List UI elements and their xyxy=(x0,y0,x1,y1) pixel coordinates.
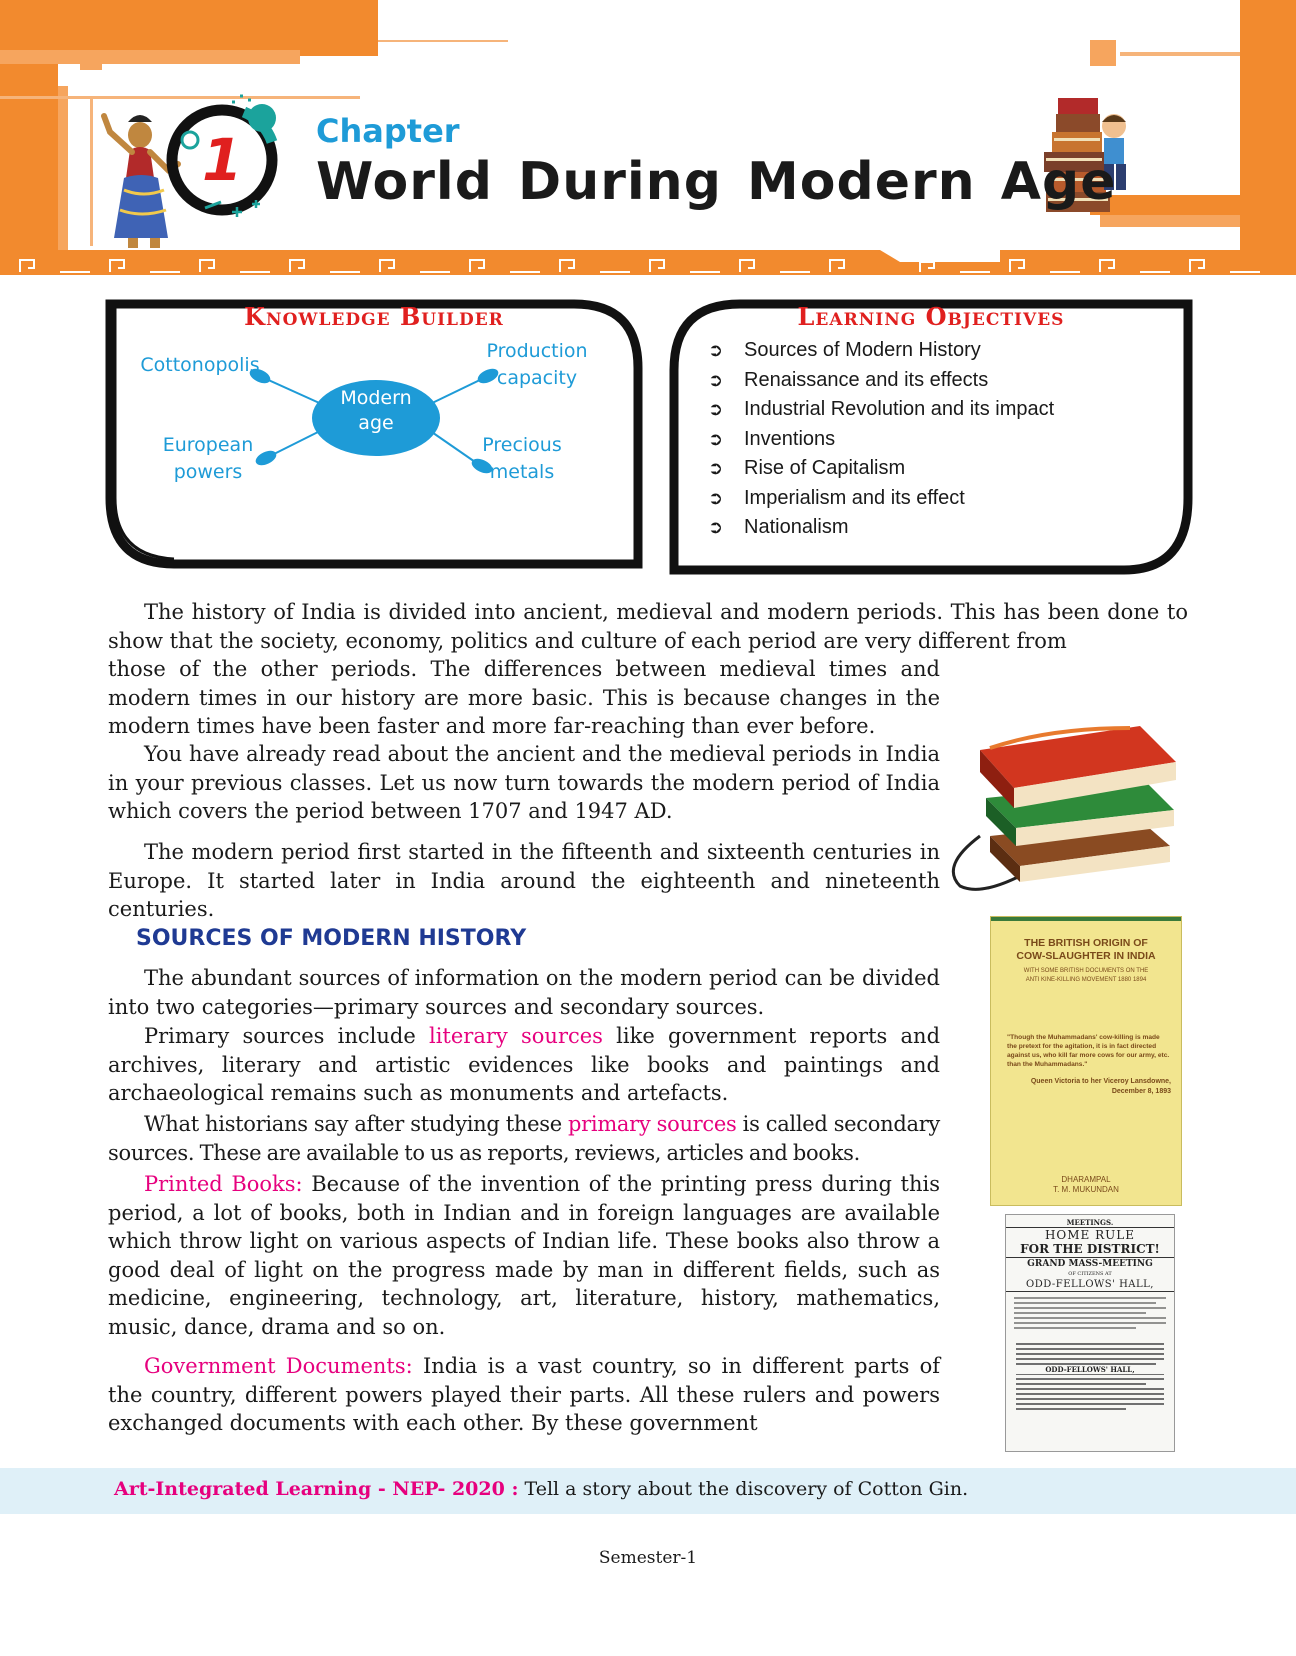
learning-objective-text: Renaissance and its effects xyxy=(744,368,989,391)
learning-objective-text: Sources of Modern History xyxy=(744,339,981,361)
newspaper-line: MEETINGS. xyxy=(1006,1218,1174,1228)
book-cover-attribution: December 8, 1893 xyxy=(1111,1088,1171,1095)
kb-node-cottonopolis xyxy=(130,352,270,379)
kb-node-label: European xyxy=(162,434,254,456)
book-cover-subtitle-line: WITH SOME BRITISH DOCUMENTS ON THE xyxy=(1023,968,1149,974)
highlight-primary-sources: primary sources xyxy=(568,1112,737,1136)
text-run: like government reports and archives, literary and artistic evidences like books and paintings and archaeological remains such as monuments and artefacts. xyxy=(108,1024,941,1105)
chapter-label: Chapter xyxy=(316,112,460,150)
text-run: India is a vast country, so in different parts of the country, different powers played their parts. All these rulers and powers exchanged documents with each other. By these government xyxy=(108,1354,940,1435)
label-printed-books: Printed Books: xyxy=(144,1172,303,1196)
paragraph-primary-sources xyxy=(108,1022,940,1108)
book-cover-quote-line: "Though the Muhammadans' cow-killing is made xyxy=(1007,1034,1160,1041)
dancer-illustration xyxy=(104,115,178,248)
newspaper-text-lines xyxy=(1006,1292,1174,1422)
paragraph-modern-period: The modern period first started in the fifteenth and sixteenth centuries in Europe. It started later in India around the eighteenth and nineteenth centuries. xyxy=(108,840,940,921)
learning-objective-item xyxy=(708,484,1178,514)
kb-node-label: Precious xyxy=(482,434,562,456)
bullet-arrow-icon: ➲ xyxy=(708,458,724,479)
kb-center-node xyxy=(312,386,440,436)
kb-node-production-capacity xyxy=(472,338,602,392)
learning-objectives-box xyxy=(668,298,1194,578)
bullet-arrow-icon: ➲ xyxy=(708,517,724,538)
book-cover-subtitle-line: ANTI KINE-KILLING MOVEMENT 1880 1894 xyxy=(1025,977,1147,983)
bullet-arrow-icon: ➲ xyxy=(708,399,724,420)
book-cover-quote-line: against us, who kill far more cows for our army, etc. xyxy=(1007,1052,1170,1059)
art-integrated-learning-text: Tell a story about the discovery of Cotton Gin. xyxy=(518,1478,969,1500)
chapter-number: 1 xyxy=(202,126,243,194)
learning-objective-text: Inventions xyxy=(744,427,836,450)
kb-node-label: capacity xyxy=(496,367,578,389)
highlight-literary-sources: literary sources xyxy=(429,1024,603,1048)
newspaper-line: FOR THE DISTRICT! xyxy=(1006,1242,1174,1258)
kb-center-line1: Modern xyxy=(340,387,412,409)
kb-node-european-powers xyxy=(148,432,268,486)
chapter-title: World During Modern Age xyxy=(316,152,1117,212)
text-run: Primary sources include xyxy=(144,1024,429,1048)
kb-node-label: Cottonopolis xyxy=(140,354,260,376)
paragraph-intro: The history of India is divided into ancient, medieval and modern periods. This has been done to show that the society, economy, politics and culture of each period are very different from xyxy=(108,600,1188,653)
book-cover-image xyxy=(990,916,1182,1206)
paragraph-government-documents xyxy=(108,1352,940,1438)
bullet-arrow-icon: ➲ xyxy=(708,428,724,450)
chapter-header xyxy=(0,0,1296,275)
section-heading-sources: SOURCES OF MODERN HISTORY xyxy=(136,926,527,951)
kb-center-line2: age xyxy=(358,412,394,434)
kb-node-label: powers xyxy=(173,461,243,483)
art-integrated-learning-label: Art-Integrated Learning - NEP- 2020 : xyxy=(114,1478,519,1500)
text-run: Because of the invention of the printing press during this period, a lot of books, both in Indian and in foreign languages are available which throw light on various aspects of Indian life. These books also throw a good deal of light on the progress made by man in different fields, such as medicine, engineering, technology, art, literature, history, mathematics, music, dance, drama and so on. xyxy=(108,1172,940,1339)
bullet-arrow-icon: ➲ xyxy=(708,340,724,361)
newspaper-line: HOME RULE xyxy=(1044,1228,1136,1242)
book-cover-title-line: THE BRITISH ORIGIN OF xyxy=(1024,937,1148,949)
text-run: is called secondary sources. These are available to us as reports, reviews, articles and books. xyxy=(108,1112,940,1165)
learning-objective-text: Rise of Capitalism xyxy=(744,457,906,479)
bullet-arrow-icon: ➲ xyxy=(708,487,724,509)
learning-objective-item xyxy=(708,425,1178,455)
book-cover-title-line: COW-SLAUGHTER IN INDIA xyxy=(1016,950,1156,962)
kb-node-label: Production xyxy=(486,340,588,362)
book-cover-quote-line: the pretext for the agitation, it is in fact directed xyxy=(1007,1043,1157,1050)
paragraph-intro-cont: those of the other periods. The differences between medieval times and modern times in our history are more basic. This is because changes in the modern times have been faster and more far-reaching than ever before. xyxy=(108,657,940,738)
learning-objective-text: Industrial Revolution and its impact xyxy=(744,398,1055,420)
book-cover-author: T. M. MUKUNDAN xyxy=(1053,1185,1119,1194)
header-decoration xyxy=(0,0,1296,275)
learning-objective-text: Imperialism and its effect xyxy=(744,486,965,509)
text-run: What historians say after studying these xyxy=(144,1112,569,1136)
newspaper-line: ODD-FELLOWS' HALL, xyxy=(1006,1365,1174,1374)
book-cover-author: DHARAMPAL xyxy=(1061,1175,1111,1184)
learning-objective-item xyxy=(708,395,1178,425)
knowledge-builder-box xyxy=(104,298,644,570)
paragraph-printed-books xyxy=(108,1170,940,1341)
learning-objective-item xyxy=(708,454,1178,484)
learning-objective-item xyxy=(708,366,1178,396)
knowledge-builder-title: Knowledge Builder xyxy=(244,302,504,331)
page-number: Semester-1 xyxy=(598,1548,698,1568)
paragraph-sources: The abundant sources of information on the modern period can be divided into two categories—primary sources and secondary sources. xyxy=(108,966,940,1019)
book-cover-attribution: Queen Victoria to her Viceroy Lansdowne, xyxy=(1030,1078,1171,1085)
learning-objective-item xyxy=(708,336,1178,366)
art-integrated-learning-note xyxy=(114,1478,968,1500)
book-cover-quote-line: than the Muhammadans." xyxy=(1007,1061,1088,1068)
kb-node-label: metals xyxy=(489,461,555,483)
learning-objective-text: Nationalism xyxy=(744,516,849,538)
newspaper-line: GRAND MASS-MEETING xyxy=(1027,1259,1153,1269)
newspaper-line: OF CITIZENS AT xyxy=(1068,1271,1112,1277)
paragraph-secondary-sources xyxy=(108,1110,940,1167)
bullet-arrow-icon: ➲ xyxy=(708,369,724,391)
kb-node-precious-metals xyxy=(462,432,582,486)
books-illustration xyxy=(950,686,1190,896)
newspaper-line: ODD-FELLOWS' HALL, xyxy=(1006,1278,1174,1292)
learning-objectives-list xyxy=(708,336,1178,543)
learning-objectives-title: Learning Objectives xyxy=(797,302,1065,331)
learning-objective-item xyxy=(708,513,1178,543)
paragraph-previous-classes: You have already read about the ancient and the medieval periods in India in your previous classes. Let us now turn towards the modern period of India which covers the period between 1707 and 1947 AD. xyxy=(108,742,940,823)
label-government-documents: Government Documents: xyxy=(144,1354,413,1378)
newspaper-clipping-image xyxy=(1005,1214,1175,1452)
